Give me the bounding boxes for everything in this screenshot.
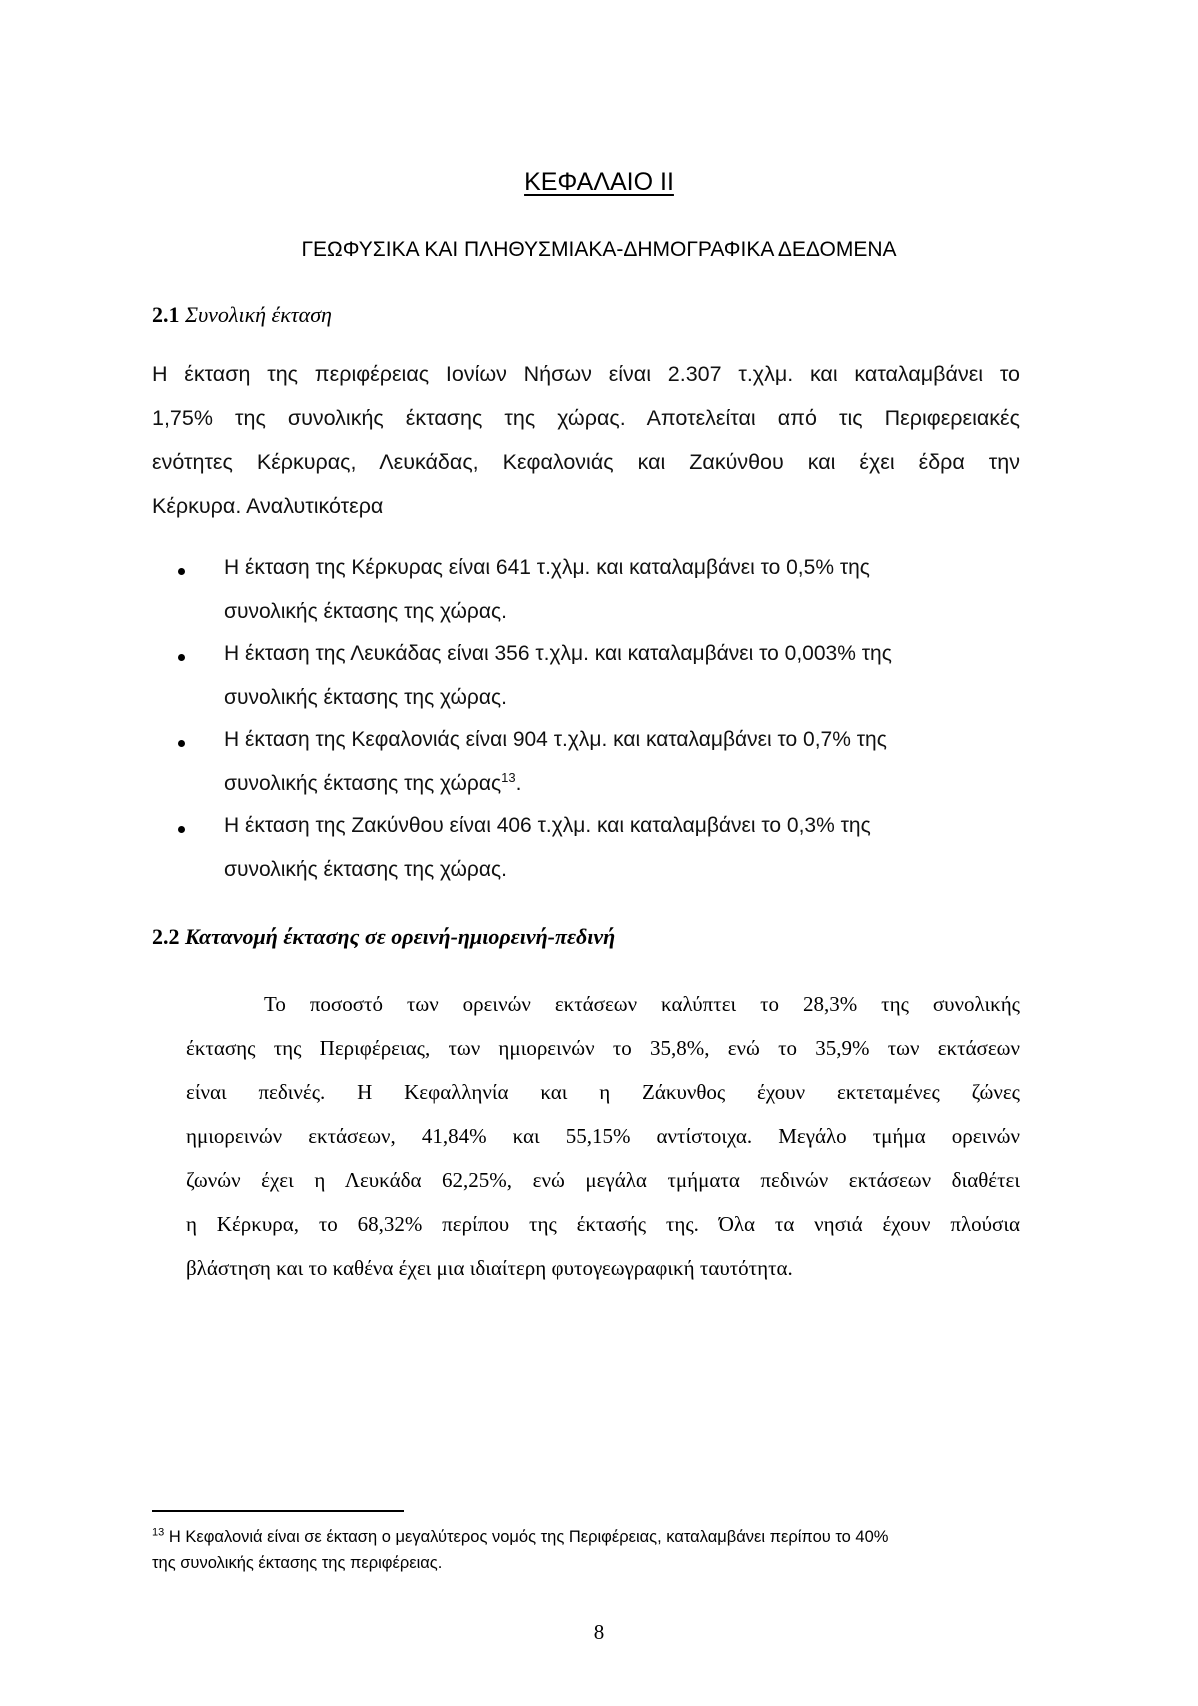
- bullet-text: συνολικής έκτασης της χώρας.: [224, 686, 507, 709]
- paragraph-line: ζωνών έχει η Λευκάδα 62,25%, ενώ μεγάλα τμήματα πεδινών εκτάσεων διαθέτει: [186, 1168, 1020, 1192]
- bullet-text: συνολικής έκτασης της χώρας: [224, 772, 502, 795]
- footnote-number: 13: [152, 1526, 165, 1539]
- bullet-text: Η έκταση της Ζακύνθου είναι 406 τ.χλμ. και καταλαμβάνει το 0,3% της: [224, 814, 871, 837]
- bullet-dot: [178, 740, 185, 747]
- bullet-dot: [178, 654, 185, 661]
- paragraph-line: Κέρκυρα. Αναλυτικότερα: [152, 494, 384, 518]
- page-number: 8: [593, 1620, 605, 1644]
- bullet-text: συνολικής έκτασης της χώρας.: [224, 600, 507, 623]
- section-number: 2.2: [152, 924, 180, 949]
- paragraph-line: 1,75% της συνολικής έκτασης της χώρας. Αποτελείται από τις Περιφερειακές: [152, 406, 1020, 430]
- footnote-reference[interactable]: 13: [501, 770, 516, 785]
- paragraph-line: έκτασης της Περιφέρειας, των ημιορεινών το 35,8%, ενώ το 35,9% των εκτάσεων: [186, 1036, 1020, 1060]
- section-title: Συνολική έκταση: [185, 302, 332, 327]
- bullet-dot: [178, 826, 185, 833]
- section-heading-2-1: [152, 302, 332, 328]
- bullet-text: Η έκταση της Λευκάδας είναι 356 τ.χλμ. και καταλαμβάνει το 0,003% της: [224, 642, 892, 665]
- bullet-text: Η έκταση της Κέρκυρας είναι 641 τ.χλμ. και καταλαμβάνει το 0,5% της: [224, 556, 870, 579]
- paragraph-line: Η έκταση της περιφέρειας Ιονίων Νήσων είναι 2.307 τ.χλμ. και καταλαμβάνει το: [152, 362, 1020, 386]
- paragraph-line: ημιορεινών εκτάσεων, 41,84% και 55,15% αντίστοιχα. Μεγάλο τμήμα ορεινών: [186, 1124, 1020, 1148]
- bullet-text: συνολικής έκτασης της χώρας.: [224, 858, 507, 881]
- paragraph-line: είναι πεδινές. Η Κεφαλληνία και η Ζάκυνθος έχουν εκτεταμένες ζώνες: [186, 1080, 1020, 1104]
- section-number: 2.1: [152, 302, 180, 327]
- chapter-subtitle: ΓΕΩΦΥΣΙΚΑ ΚΑΙ ΠΛΗΘΥΣΜΙΑΚΑ-ΔΗΜΟΓΡΑΦΙΚΑ ΔΕΔΟΜΕΝΑ: [301, 238, 897, 261]
- bullet-text-with-footnote: [224, 772, 521, 796]
- bullet-text-end: .: [515, 772, 522, 795]
- bullet-dot: [178, 568, 185, 575]
- section-title: Κατανομή έκτασης σε ορεινή-ημιορεινή-πεδινή: [185, 924, 616, 949]
- footnote-line: της συνολικής έκτασης της περιφέρειας.: [152, 1554, 443, 1572]
- paragraph-line: Το ποσοστό των ορεινών εκτάσεων καλύπτει το 28,3% της συνολικής: [264, 992, 1020, 1016]
- footnote-line: Η Κεφαλονιά είναι σε έκταση ο μεγαλύτερος νομός της Περιφέρειας, καταλαμβάνει περίπου το 40%: [168, 1528, 889, 1546]
- footnote-separator: [152, 1510, 404, 1512]
- chapter-title: ΚΕΦΑΛΑΙΟ II: [524, 168, 674, 196]
- paragraph-line: βλάστηση και το καθένα έχει μια ιδιαίτερη φυτογεωγραφική ταυτότητα.: [186, 1256, 793, 1280]
- bullet-text: Η έκταση της Κεφαλονιάς είναι 904 τ.χλμ. και καταλαμβάνει το 0,7% της: [224, 728, 887, 751]
- paragraph-line: η Κέρκυρα, το 68,32% περίπου της έκτασής της. Όλα τα νησιά έχουν πλούσια: [186, 1212, 1020, 1236]
- footnote-text: [152, 1528, 888, 1547]
- section-heading-2-2: [152, 924, 615, 950]
- paragraph-line: ενότητες Κέρκυρας, Λευκάδας, Κεφαλονιάς και Ζακύνθου και έχει έδρα την: [152, 450, 1020, 474]
